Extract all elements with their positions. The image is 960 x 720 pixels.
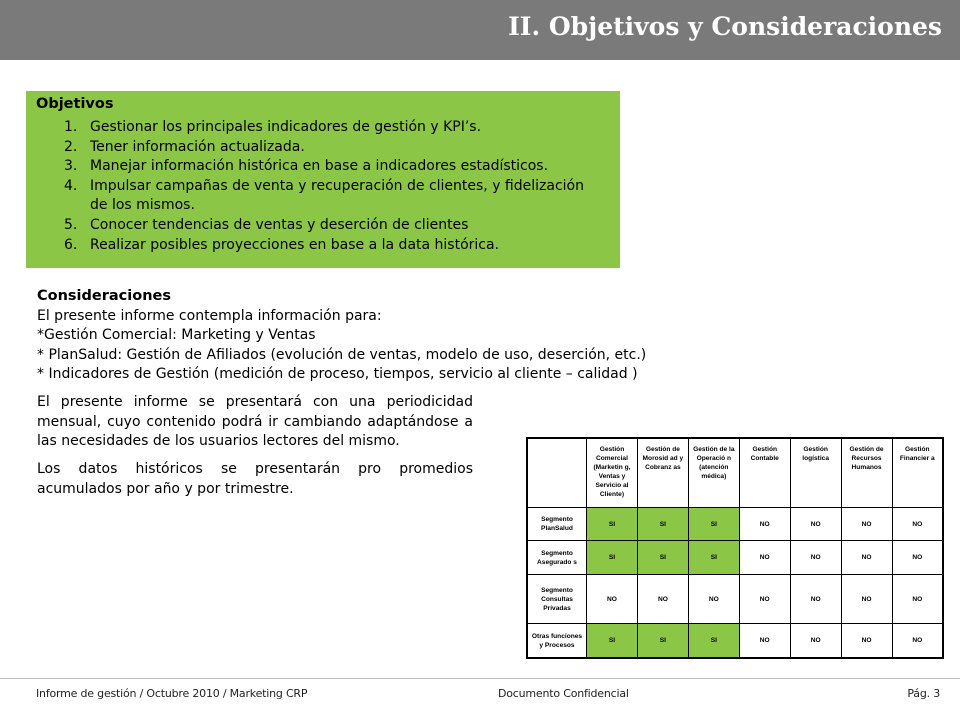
- matrix-cell: NO: [587, 574, 638, 623]
- matrix-column-header: Gestión Comercial (Marketin g, Ventas y Servicio al Cliente): [587, 438, 638, 508]
- objective-item: [64, 216, 584, 236]
- matrix-row: [527, 624, 943, 658]
- objective-item: [64, 236, 584, 256]
- matrix-cell: NO: [892, 541, 943, 574]
- matrix-column-header: Gestión Contable: [739, 438, 790, 508]
- matrix-cell: NO: [892, 624, 943, 658]
- considerations-section: [37, 287, 647, 385]
- matrix-cell: NO: [892, 574, 943, 623]
- matrix-header-row: [527, 438, 943, 508]
- matrix-row: [527, 508, 943, 541]
- objective-number: 6.: [64, 236, 78, 253]
- matrix-row: [527, 574, 943, 623]
- page-title: II. Objetivos y Consideraciones: [508, 12, 942, 41]
- matrix-cell: NO: [637, 574, 688, 623]
- matrix-cell: NO: [790, 541, 841, 574]
- matrix-cell: NO: [739, 574, 790, 623]
- objectives-box: [26, 91, 620, 268]
- matrix-column-header: Gestión Financier a: [892, 438, 943, 508]
- footer-report-info: Informe de gestión / Octubre 2010 / Marketing CRP: [36, 687, 308, 700]
- matrix-cell: NO: [841, 508, 892, 541]
- objective-number: 2.: [64, 138, 78, 155]
- objective-text: Realizar posibles proyecciones en base a la data histórica.: [90, 236, 500, 253]
- matrix-cell: SI: [688, 541, 739, 574]
- matrix-cell: SI: [688, 624, 739, 658]
- page-number: Pág. 3: [907, 687, 940, 700]
- matrix-cell: NO: [841, 624, 892, 658]
- objective-text: Tener información actualizada.: [90, 138, 305, 155]
- matrix-row-label: Segmento PlanSalud: [527, 508, 587, 541]
- matrix-cell: NO: [688, 574, 739, 623]
- matrix-cell: SI: [637, 541, 688, 574]
- header-bar: [0, 0, 960, 60]
- matrix-row-label: Segmento Asegurado s: [527, 541, 587, 574]
- matrix-cell: SI: [587, 508, 638, 541]
- objective-text: Manejar información histórica en base a indicadores estadísticos.: [90, 158, 549, 175]
- objective-text: Impulsar campañas de venta y recuperación de clientes, y fidelización de los mismos.: [90, 177, 584, 214]
- objectives-heading: Objetivos: [36, 96, 114, 112]
- matrix-cell: SI: [637, 624, 688, 658]
- matrix-cell: NO: [739, 541, 790, 574]
- considerations-line: *Gestión Comercial: Marketing y Ventas: [37, 327, 316, 344]
- objective-item: [64, 138, 584, 158]
- matrix-corner-cell: [527, 438, 587, 508]
- considerations-line: El presente informe contempla información para:: [37, 307, 382, 324]
- objective-text: Gestionar los principales indicadores de gestión y KPI’s.: [90, 119, 482, 135]
- matrix-cell: NO: [892, 508, 943, 541]
- considerations-line: * Indicadores de Gestión (medición de proceso, tiempos, servicio al cliente – calidad ): [37, 366, 638, 383]
- periodicity-paragraph: El presente informe se presentará con una periodicidad mensual, cuyo contenido podrá ir cambiando adaptándose a las necesidades de los usuarios lectores del mismo.: [37, 394, 473, 450]
- management-matrix-table: [526, 437, 944, 659]
- matrix-cell: NO: [739, 624, 790, 658]
- objective-item: [64, 118, 584, 138]
- matrix-row-label: Otras funciones y Procesos: [527, 624, 587, 658]
- matrix-cell: NO: [790, 508, 841, 541]
- matrix-cell: SI: [688, 508, 739, 541]
- matrix-cell: NO: [841, 541, 892, 574]
- matrix-cell: NO: [739, 508, 790, 541]
- objectives-list: [64, 118, 584, 255]
- matrix-cell: SI: [637, 508, 688, 541]
- footer-divider: [0, 678, 960, 679]
- objective-number: 5.: [64, 216, 78, 233]
- objective-text: Conocer tendencias de ventas y deserción de clientes: [90, 216, 469, 233]
- matrix-cell: SI: [587, 541, 638, 574]
- objective-item: [64, 157, 584, 177]
- objective-item: [64, 177, 584, 216]
- matrix-cell: NO: [790, 574, 841, 623]
- matrix-column-header: Gestión de Morosid ad y Cobranz as: [637, 438, 688, 508]
- matrix-row: [527, 541, 943, 574]
- considerations-line: * PlanSalud: Gestión de Afiliados (evolución de ventas, modelo de uso, deserción, etc.): [37, 346, 647, 363]
- objective-number: 4.: [64, 177, 78, 194]
- considerations-heading: Consideraciones: [37, 288, 171, 304]
- matrix-column-header: Gestión de Recursos Humanos: [841, 438, 892, 508]
- historical-data-paragraph: Los datos históricos se presentarán pro promedios acumulados por año y por trimestre.: [37, 461, 473, 497]
- objective-number: 1.: [64, 119, 78, 135]
- matrix-cell: NO: [790, 624, 841, 658]
- matrix-cell: SI: [587, 624, 638, 658]
- matrix-column-header: Gestión de la Operació n (atención médica): [688, 438, 739, 508]
- objective-number: 3.: [64, 158, 78, 175]
- matrix-row-label: Segmento Consultas Privadas: [527, 574, 587, 623]
- footer-confidential: Documento Confidencial: [498, 687, 629, 700]
- matrix-cell: NO: [841, 574, 892, 623]
- matrix-column-header: Gestión logística: [790, 438, 841, 508]
